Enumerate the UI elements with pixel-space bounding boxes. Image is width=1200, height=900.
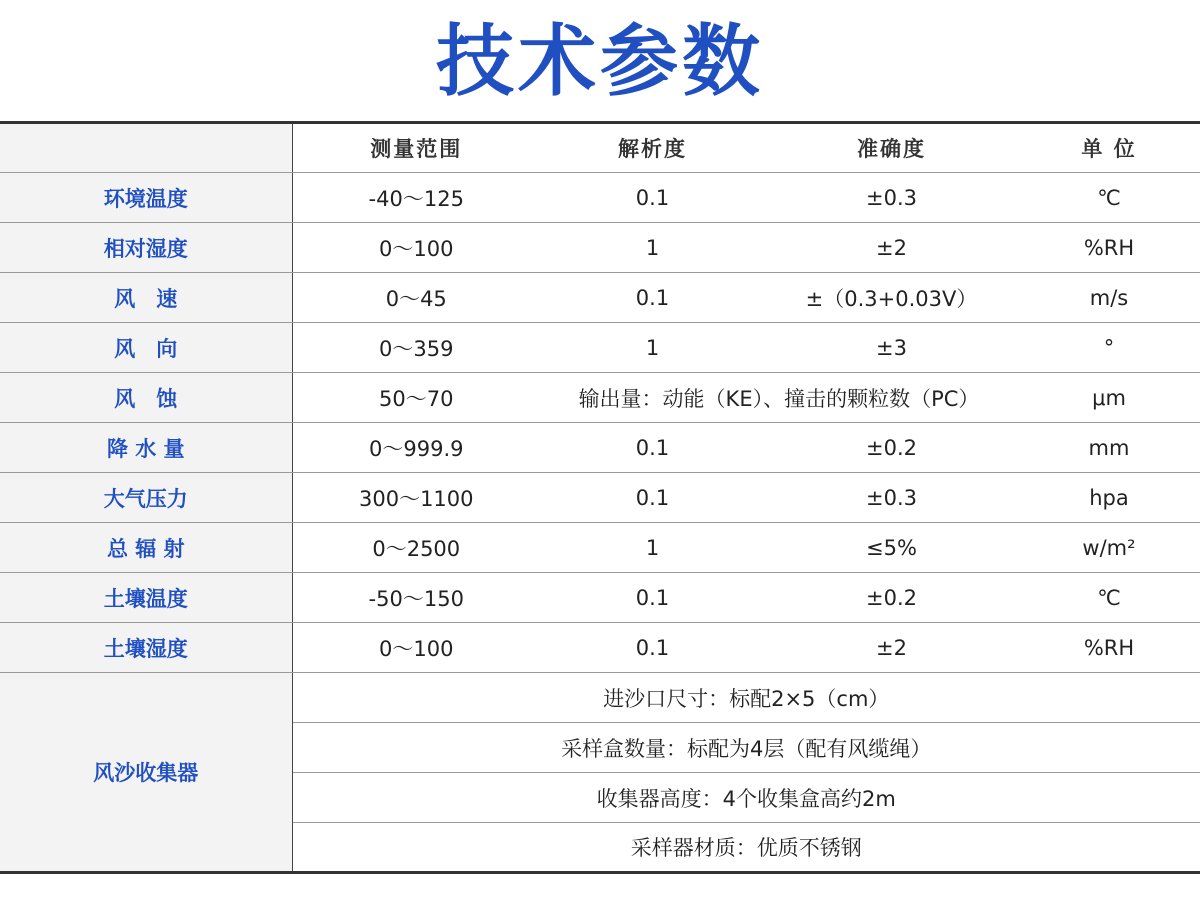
row-label: 环境温度 <box>0 173 292 223</box>
range-cell: 0～100 <box>292 623 540 673</box>
unit-cell: %RH <box>1018 623 1200 673</box>
page-title: 技术参数 <box>435 17 764 107</box>
unit-cell: m/s <box>1018 273 1200 323</box>
spec-table <box>0 121 1200 874</box>
accuracy-cell: ±0.3 <box>765 473 1018 523</box>
accuracy-cell: ±2 <box>765 223 1018 273</box>
table-header-row <box>0 123 1200 173</box>
resolution-cell: 0.1 <box>540 473 765 523</box>
table-row <box>0 223 1200 273</box>
range-cell: 0～359 <box>292 323 540 373</box>
accuracy-cell: ±0.2 <box>765 423 1018 473</box>
range-cell: -40～125 <box>292 173 540 223</box>
range-cell: 300～1100 <box>292 473 540 523</box>
row-label: 大气压力 <box>0 473 292 523</box>
range-cell: 50～70 <box>292 373 540 423</box>
collector-spec: 进沙口尺寸：标配2×5（cm） <box>292 673 1200 723</box>
table-row <box>0 273 1200 323</box>
row-label: 风 向 <box>0 323 292 373</box>
table-row <box>0 423 1200 473</box>
row-label: 降 水 量 <box>0 423 292 473</box>
collector-spec: 采样器材质：优质不锈钢 <box>630 836 862 860</box>
accuracy-cell: ±3 <box>765 323 1018 373</box>
range-cell: 0～999.9 <box>292 423 540 473</box>
unit-cell: hpa <box>1018 473 1200 523</box>
unit-cell: w/m² <box>1018 523 1200 573</box>
resolution-cell: 0.1 <box>540 623 765 673</box>
unit-cell: μm <box>1018 373 1200 423</box>
resolution-cell: 0.1 <box>540 273 765 323</box>
table-row <box>0 323 1200 373</box>
table-row <box>0 373 1200 423</box>
output-cell: 输出量：动能（KE）、撞击的颗粒数（PC） <box>540 373 1018 423</box>
row-label: 土壤湿度 <box>0 623 292 673</box>
unit-cell: ° <box>1018 323 1200 373</box>
unit-cell: mm <box>1018 423 1200 473</box>
table-row <box>0 473 1200 523</box>
row-label: 总 辐 射 <box>0 523 292 573</box>
row-label: 土壤温度 <box>0 573 292 623</box>
table-row <box>0 523 1200 573</box>
row-label: 风 速 <box>0 273 292 323</box>
accuracy-cell: ±（0.3+0.03V） <box>765 273 1018 323</box>
table-row <box>0 173 1200 223</box>
header-range: 测量范围 <box>292 123 540 173</box>
collector-spec: 收集器高度：4个收集盒高约2m <box>292 773 1200 823</box>
collector-spec: 采样盒数量：标配为4层（配有风缆绳） <box>292 723 1200 773</box>
table-row <box>0 573 1200 623</box>
row-label: 相对湿度 <box>0 223 292 273</box>
resolution-cell: 0.1 <box>540 173 765 223</box>
unit-cell: %RH <box>1018 223 1200 273</box>
header-corner <box>0 123 292 173</box>
resolution-cell: 0.1 <box>540 573 765 623</box>
unit-cell: ℃ <box>1018 573 1200 623</box>
accuracy-cell: ±0.2 <box>765 573 1018 623</box>
header-resolution: 解析度 <box>540 123 765 173</box>
table-row <box>0 623 1200 673</box>
accuracy-cell: ≤5% <box>765 523 1018 573</box>
row-label: 风 蚀 <box>0 373 292 423</box>
range-cell: 0～2500 <box>292 523 540 573</box>
resolution-cell: 0.1 <box>540 423 765 473</box>
header-unit: 单 位 <box>1018 123 1200 173</box>
resolution-cell: 1 <box>540 523 765 573</box>
resolution-cell: 1 <box>540 323 765 373</box>
range-cell: 0～45 <box>292 273 540 323</box>
range-cell: 0～100 <box>292 223 540 273</box>
unit-cell: ℃ <box>1018 173 1200 223</box>
collector-label: 风沙收集器 <box>0 673 292 873</box>
header-accuracy: 准确度 <box>765 123 1018 173</box>
collector-row <box>0 673 1200 723</box>
resolution-cell: 1 <box>540 223 765 273</box>
accuracy-cell: ±2 <box>765 623 1018 673</box>
accuracy-cell: ±0.3 <box>765 173 1018 223</box>
range-cell: -50～150 <box>292 573 540 623</box>
